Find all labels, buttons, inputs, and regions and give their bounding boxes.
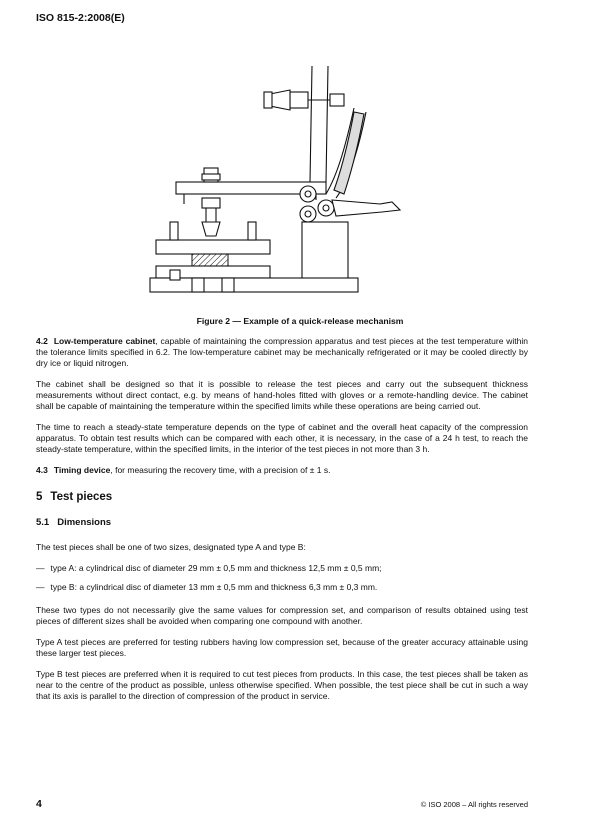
clause-text: , for measuring the recovery time, with a precision of ± 1 s. — [110, 465, 331, 475]
clause-number: 4.2 — [36, 336, 48, 346]
copyright-notice: © ISO 2008 – All rights reserved — [420, 800, 528, 809]
clause-4-3 — [36, 465, 528, 476]
quick-release-mechanism-drawing — [140, 64, 460, 310]
subsection-number: 5.1 — [36, 517, 50, 528]
list-item — [36, 563, 528, 574]
clause-4-2 — [36, 336, 528, 369]
body-text — [36, 336, 528, 712]
clause-number: 4.3 — [36, 465, 48, 475]
clause-term: Low-temperature cabinet — [53, 336, 156, 346]
paragraph: Type A test pieces are preferred for testing rubbers having low compression set, because of the greater accuracy attainable using these larger test pieces. — [36, 637, 528, 658]
paragraph: Type B test pieces are preferred when it is required to cut test pieces from products. In this case, the test pieces shall be taken as near to the centre of the product as possible, unless otherwise specified. When possible, the test piece shall be cut in such a way that its axis is parallel to the direction of compression of the product in service. — [36, 669, 528, 701]
paragraph: The time to reach a steady-state temperature depends on the type of cabinet and the overall heat capacity of the compression apparatus. To obtain test results which can be compared with each other, it is necessary, in the case of a 24 h test, to reach the steady-state temperature, within the specified limits, in the interior of the test pieces in not more than 3 h. — [36, 422, 528, 454]
paragraph: The test pieces shall be one of two sizes, designated type A and type B: — [36, 542, 306, 552]
list-item-text: type A: a cylindrical disc of diameter 29 mm ± 0,5 mm and thickness 12,5 mm ± 0,5 mm; — [50, 563, 382, 573]
figure-caption: Figure 2 — Example of a quick-release mechanism — [196, 316, 404, 326]
paragraph: The cabinet shall be designed so that it is possible to release the test pieces and carry out the subsequent thickness measurements without direct contact, e.g. by means of hand-holes fitted with gloves or a remote-handling device. The cabinet shall be capable of maintaining the temperature within the specified limits while these operations are being carried out. — [36, 379, 528, 411]
section-heading — [36, 492, 528, 503]
section-number: 5 — [36, 491, 43, 503]
clause-term: Timing device — [53, 465, 111, 475]
list-item — [36, 582, 528, 593]
dash-marker: — — [36, 563, 45, 573]
list-item-text: type B: a cylindrical disc of diameter 13 mm ± 0,5 mm and thickness 6,3 mm ± 0,3 mm. — [50, 582, 378, 592]
page-number: 4 — [36, 798, 42, 810]
subsection-heading — [36, 517, 528, 528]
dash-marker: — — [36, 582, 45, 592]
clause-text: , capable of maintaining the compression apparatus and test pieces at the test temperature within the tolerance limits specified in 6.2. The low-temperature cabinet may be mechanically refrigerated or it may be cooled directly by dry ice or liquid nitrogen. — [36, 336, 529, 368]
subsection-title: Dimensions — [57, 517, 112, 528]
section-title: Test pieces — [50, 491, 113, 503]
paragraph: These two types do not necessarily give the same values for compression set, and comparison of results obtained using test pieces of different sizes shall be avoided when comparing one compound with another. — [36, 605, 528, 626]
document-id: ISO 815-2:2008(E) — [36, 12, 125, 24]
